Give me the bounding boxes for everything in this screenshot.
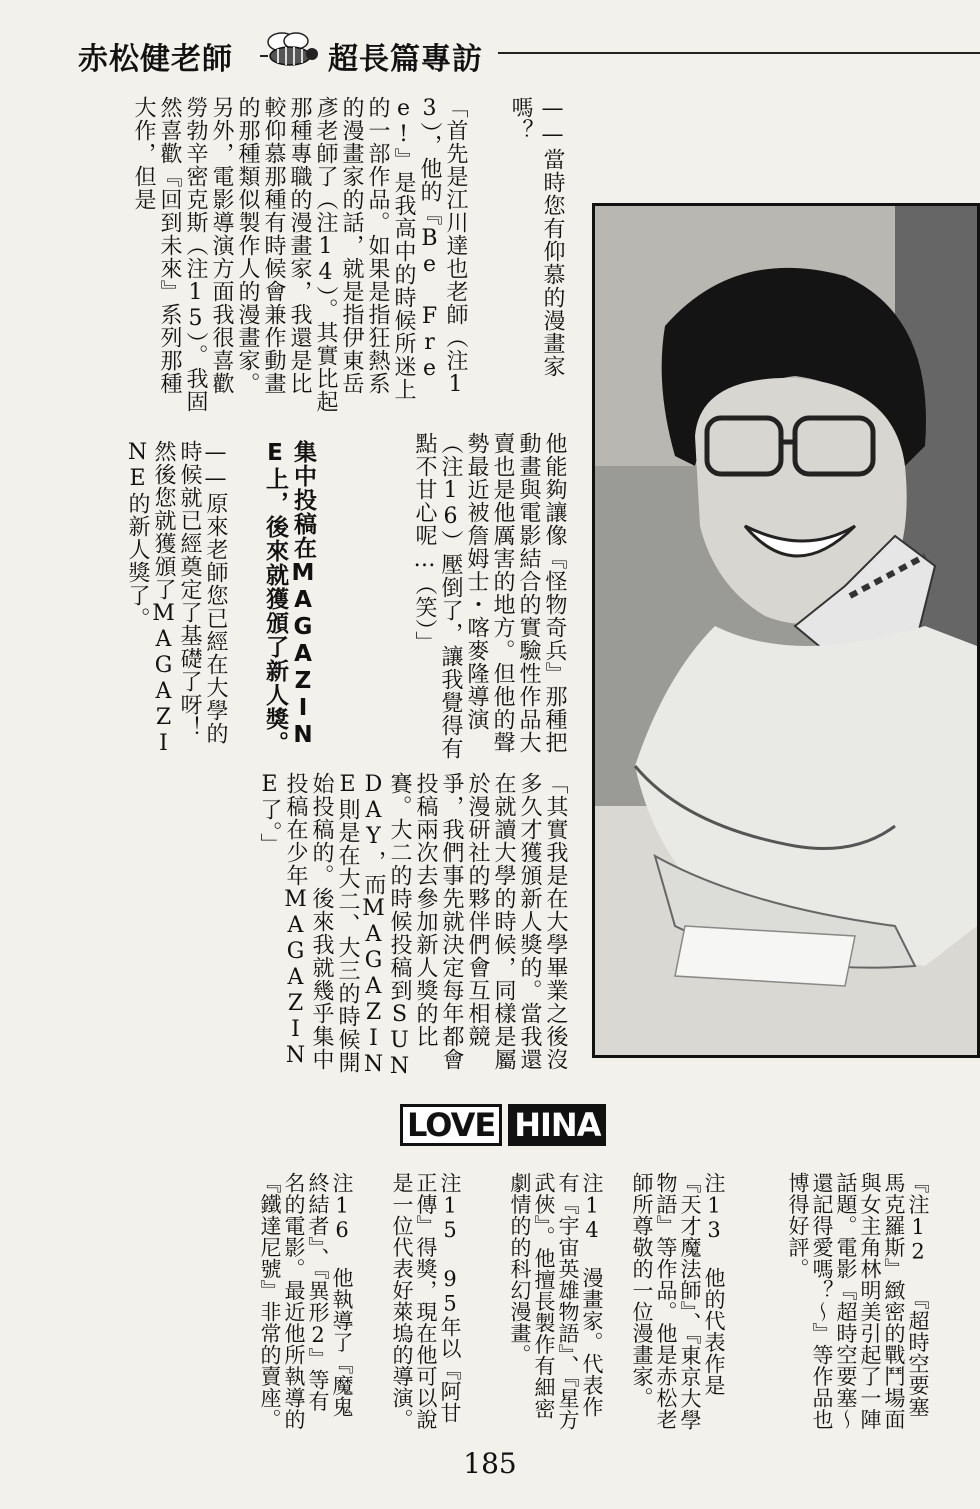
logo-love: LOVE <box>400 1104 502 1146</box>
footnote-13: 注13 他的代表作是『天才魔法師』、『東京大學物語』等作品。他是赤松老師所尊敬的一位漫畫家。 <box>630 1172 726 1431</box>
footnote-16: 注16 他執導了『魔鬼終結者』、『異形2』等有名的電影。最近他所執導的『鐵達尼號』非常的賣座。 <box>258 1172 354 1430</box>
header-title-right: 超長篇專訪 <box>328 42 483 77</box>
footnote-14: 注14 漫畫家。代表作有『宇宙英雄物語』、『星方武俠』。他擅長製作有細密劇情的的科幻漫畫。 <box>508 1172 604 1431</box>
interview-photo <box>592 203 980 1058</box>
footnote-15: 注15 95年以『阿甘正傳』得獎，現在他可以說是一位代表好萊塢的導演。 <box>390 1172 462 1430</box>
header-title-left: 赤松健老師 <box>78 42 233 77</box>
article-header <box>78 28 980 78</box>
answer-2: 他能夠讓像『怪物奇兵』那種把動畫與電影結合的實驗性作品大賣也是他厲害的地方。但他的聲勢最近被詹姆士・喀麥隆導演（注16）壓倒了，讓我覺得有點不甘心呢…（笑）」 <box>412 432 567 760</box>
love-hina-logo <box>400 1103 606 1147</box>
logo-hina: HINA <box>508 1104 606 1146</box>
question-1: ——當時您有仰慕的漫畫家 <box>540 96 565 378</box>
question-1-tail: 嗎？ <box>508 96 533 142</box>
page-number: 185 <box>463 1447 517 1480</box>
answer-3: 「其實我是在大學畢業之後沒多久才獲頒新人獎的。當我還在就讀大學的時候，同樣是屬於漫研社的夥伴們會互相競爭，我們事先就決定每年都會投稿兩次去參加新人獎的比賽。大二的時候投稿到SUNDAY，而MAGAZINE則是在大二、大三的時候開始投稿的。後來我就幾乎集中投稿在少年MAGAZINE了。」 <box>257 772 568 1080</box>
header-rule <box>498 52 980 54</box>
footnote-12: 『注12 『超時空要塞馬克羅斯』緻密的戰鬥場面與女主角林明美引起了一陣話題。電影『超時空要塞〜還記得愛嗎？〜』等作品也博得好評。 <box>786 1172 930 1430</box>
question-2: ——原來老師您已經在大學的時候就已經奠定了基礎了呀！然後您就獲頒了MAGAZINE的新人獎了。 <box>125 440 228 757</box>
section-heading: 集中投稿在MAGAZINE上，後來就獲頒了新人獎。 <box>262 440 316 755</box>
answer-1: 「首先是江川達也老師（注13），他的『Be Free!』是我高中的時候所迷上的一部作品。如果是指狂熱系的漫畫家的話，就是指伊東岳彥老師了（注14）。其實比起那種專職的漫畫家，我還是比較仰慕那種有時候會兼作動畫的那種類似製作人的漫畫家。另外，電影導演方面我很喜歡勞勃辛密克斯（注15）。我固然喜歡『回到未來』系列那種大作，但是 <box>131 96 468 413</box>
bee-icon <box>256 32 324 70</box>
